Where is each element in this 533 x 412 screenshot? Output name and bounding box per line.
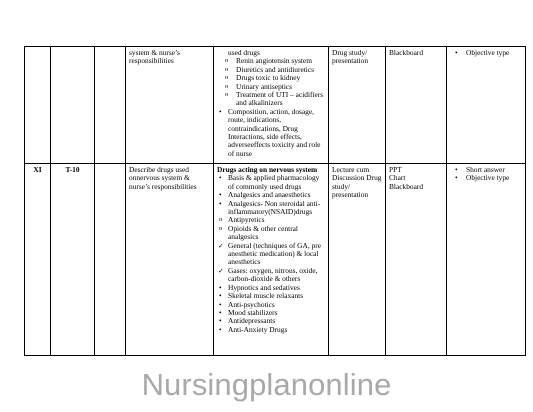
- empty-cell: [95, 47, 126, 164]
- list-item: • Short answer: [450, 166, 522, 174]
- list-item: • Analgesics and anaesthetics: [217, 191, 325, 199]
- list-item: • Hypnotics and sedatives: [217, 284, 325, 292]
- aids-cell: Blackboard: [386, 47, 447, 164]
- unit-cell: [25, 47, 51, 164]
- list-item: • Composition, action, dosage, route, indications, contraindications, Drug Interactions, side effects, adverseeffects toxicity and role of nurse: [217, 108, 325, 158]
- list-item: o Urinary antiseptics: [217, 83, 325, 91]
- list-item: • Skeletal muscle relaxants: [217, 292, 325, 300]
- table-row: [25, 164, 526, 356]
- evaluation-list: [450, 166, 522, 183]
- content-sublist: [217, 57, 325, 107]
- evaluation-cell: [447, 164, 526, 356]
- list-item: o Treatment of UTI – acidifiers and alkalinizers: [217, 91, 325, 108]
- content-cell: [214, 164, 329, 356]
- aid-item: Chart: [389, 173, 406, 183]
- list-item: o Renin angiotensin system: [217, 57, 325, 65]
- content-title: used drugs: [228, 48, 260, 57]
- list-item: ✓ General (techniques of GA, pre anesthetic medication) & local anesthetics: [217, 242, 325, 267]
- list-item: • Analgesics- Non steroidal anti-inflammatory(NSAID)drugs: [217, 200, 325, 217]
- list-item: ✓ Gases: oxygen, nitrous, oxide, carbon-dioxide & others: [217, 267, 325, 284]
- list-item: • Anti-psychotics: [217, 301, 325, 309]
- list-item: • Anti-Anxiety Drugs: [217, 326, 325, 334]
- aid-item: Blackboard: [389, 181, 424, 191]
- evaluation-list: [450, 49, 522, 57]
- table-row: [25, 47, 526, 164]
- unit-cell: XI: [25, 164, 51, 356]
- method-cell: Drug study/ presentation: [329, 47, 386, 164]
- list-item: • Objective type: [450, 49, 522, 57]
- evaluation-cell: [447, 47, 526, 164]
- list-item: • Mood stabilizers: [217, 309, 325, 317]
- objective-cell: system & nurse’s responsibilities: [126, 47, 214, 164]
- list-item: o Opioids & other central analgesics: [217, 225, 325, 242]
- syllabus-table: [24, 46, 526, 356]
- list-item: • Objective type: [450, 174, 522, 182]
- list-item: o Drugs toxic to kidney: [217, 74, 325, 82]
- list-item: • Basis & applied pharmacology of commonly used drugs: [217, 174, 325, 191]
- content-list: [217, 174, 325, 334]
- aid-item: PPT: [389, 165, 402, 174]
- objective-cell: Describe drugs used onnervous system & nurse’s responsibilities: [126, 164, 214, 356]
- method-cell: Lecture cum Discussion Drug study/ presentation: [329, 164, 386, 356]
- list-item: o Antipyretics: [217, 216, 325, 224]
- content-cell: [214, 47, 329, 164]
- content-bullets: [217, 108, 325, 158]
- watermark: Nursingplanonline: [141, 367, 392, 402]
- aids-cell: [386, 164, 447, 356]
- hours-cell: [51, 47, 95, 164]
- list-item: o Diuretics and antidiuretics: [217, 66, 325, 74]
- list-item: • Antidepressants: [217, 317, 325, 325]
- hours-cell: T-10: [51, 164, 95, 356]
- content-title: Drugs acting on nervous system: [217, 165, 318, 174]
- empty-cell: [95, 164, 126, 356]
